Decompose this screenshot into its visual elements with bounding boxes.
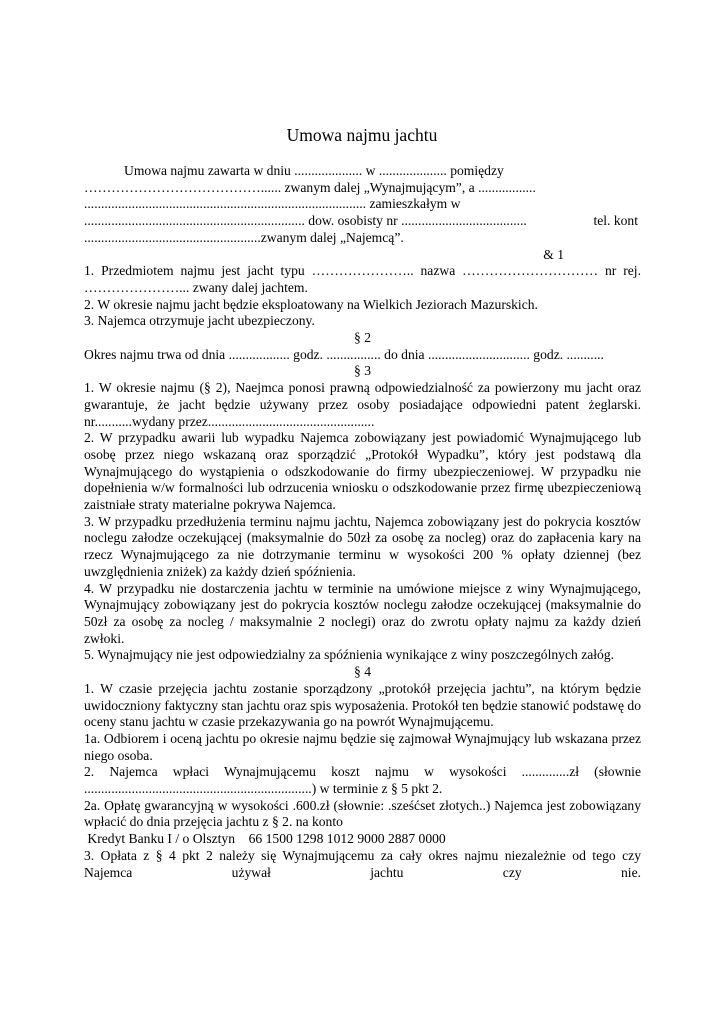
section-4-bank-account: Kredyt Banku I / o Olsztyn 66 1500 1298 1012 9000 2887 0000: [84, 831, 446, 847]
section-3-point-4: 4. W przypadku nie dostarczenia jachtu w terminie na umówione miejsce z winy Wynajmującego, Wynajmujący zobowiązany jest do pokrycia kosztów noclegu załodze oczekującej (maksymalnie do 50zł za osobę za nocleg / maksymalnie 2 noclegi) oraz do zwrotu opłaty najmu za każdy dzień zwłoki.: [84, 580, 641, 646]
document-title: Umowa najmu jachtu: [286, 125, 438, 145]
section-4-point-2a: 2a. Opłatę gwarancyjną w wysokości .600.zł (słownie: .sześćset złotych..) Najemca jest zobowiązany wpłacić do dnia przejęcia jachtu z § 2. na konto: [84, 797, 641, 830]
intro-line-4-text: ................................................................. dow. osobisty nr .....................................: [84, 213, 527, 229]
section-4-point-1a: 1a. Odbiorem i oceną jachtu po okresie najmu będzie się zajmował Wynajmujący lub wskazana przez niego osoba.: [84, 730, 641, 763]
intro-line-4: [84, 213, 641, 230]
intro-line-1: Umowa najmu zawarta w dniu .................... w .................... pomiędzy: [124, 163, 504, 178]
section-3-point-2: 2. W przypadku awarii lub wypadku Najemca zobowiązany jest powiadomić Wynajmującego lub osobę przez niego wskazaną oraz sporządzić „Protokół Wypadku”, który jest podstawą dla Wynajmującego do wystąpienia o odszkodowanie do firmy ubezpieczeniowej. W przypadku nie dopełnienia w/w formalności lub odrzucenia wniosku o odszkodowanie przez firmę ubezpieczeniową zaistniałe straty materialne pokrywa Najemca.: [84, 430, 641, 513]
intro-line-5: ....................................................zwanym dalej „Najemcą”.: [84, 229, 404, 245]
section-4-point-2: 2. Najemca wpłaci Wynajmującemu koszt najmu w wysokości ..............zł (słownie ...................................................................) w terminie z § 5 pkt 2.: [84, 764, 641, 797]
section-1-point-3: 3. Najemca otrzymuje jacht ubezpieczony.: [84, 313, 315, 329]
section-1-point-2: 2. W okresie najmu jacht będzie eksploatowany na Wielkich Jeziorach Mazurskich.: [84, 296, 538, 312]
section-1-heading: & 1: [543, 246, 564, 262]
section-2-heading: § 2: [354, 330, 371, 346]
section-4-point-1: 1. W czasie przejęcia jachtu zostanie sporządzony „protokół przejęcia jachtu”, na którym będzie uwidoczniony faktyczny stan jachtu oraz spis wyposażenia. Protokół ten będzie stanowić podstawę do oceny stanu jachtu w czasie przekazywania go na powrót Wynajmującemu.: [84, 680, 641, 730]
section-4-point-3: 3. Opłata z § 4 pkt 2 należy się Wynajmującemu za cały okres najmu niezależnie od tego czy Najemca używał jachtu czy nie.: [84, 847, 641, 880]
intro-line-2: …………………………………...... zwanym dalej „Wynajmującym”, a .................: [84, 179, 536, 195]
section-3-point-5: 5. Wynajmujący nie jest odpowiedzialny za spóźnienia wynikające z winy poszczególnych załóg.: [84, 647, 615, 663]
section-1-point-1b: …………………... zwany dalej jachtem.: [84, 279, 308, 295]
section-2-point-1: Okres najmu trwa od dnia .................. godz. ................ do dnia .............................. godz. ...........: [84, 346, 604, 362]
document-body: [84, 163, 641, 881]
section-1-point-1a: 1. Przedmiotem najmu jest jacht typu ………………….. nazwa ………………………… nr rej.: [84, 263, 641, 279]
section-4-heading: § 4: [354, 664, 371, 680]
section-3-point-1: 1. W okresie najmu (§ 2), Naejmca ponosi prawną odpowiedzialność za powierzony mu jacht oraz gwarantuje, że jacht będzie używany przez osoby posiadające odpowiedni patent żeglarski. nr...........wydany przez.................................................: [84, 380, 641, 429]
section-3-heading: § 3: [354, 363, 371, 379]
intro-line-4-tel: tel. kont: [593, 213, 638, 229]
section-3-point-3: 3. W przypadku przedłużenia terminu najmu jachtu, Najemca zobowiązany jest do pokrycia kosztów noclegu załodze oczekującej (maksymalnie do 50zł za osobę za nocleg) oraz do zapłacenia kary na rzecz Wynajmującego za nie dotrzymanie terminu w wysokości 200 % opłaty dziennej (bez uwzględnienia zniżek) za każdy dzień spóźnienia.: [84, 513, 641, 579]
intro-line-3: ................................................................................... zamieszkałym w: [84, 196, 461, 212]
